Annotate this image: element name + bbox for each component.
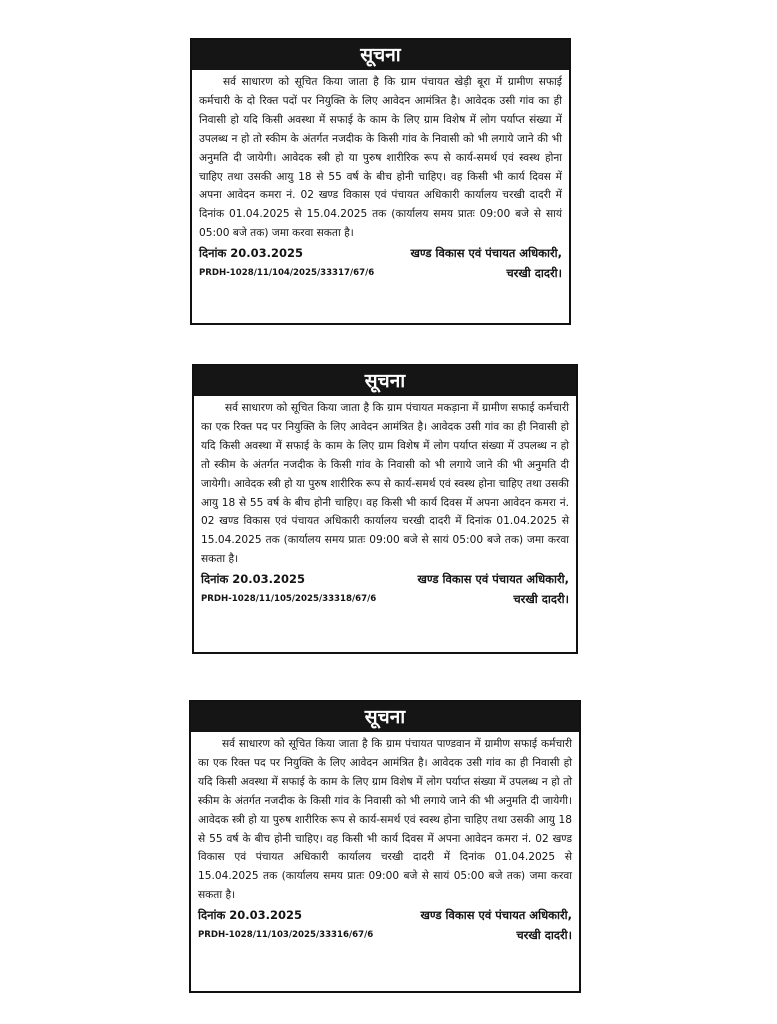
notice-place: चरखी दादरी। — [516, 928, 572, 943]
notice-officer: खण्ड विकास एवं पंचायत अधिकारी, — [410, 246, 562, 261]
notice-1 — [190, 38, 571, 325]
notice-place: चरखी दादरी। — [506, 266, 562, 281]
notice-title: सूचना — [191, 702, 579, 732]
notice-footer-row — [192, 243, 569, 263]
notice-ref-row — [194, 589, 576, 609]
notice-footer-row — [194, 569, 576, 589]
notice-date: दिनांक 20.03.2025 — [201, 572, 306, 587]
notice-ref-number: PRDH-1028/11/104/2025/33317/67/6 — [199, 268, 375, 279]
notice-officer: खण्ड विकास एवं पंचायत अधिकारी, — [417, 572, 569, 587]
notice-title: सूचना — [192, 40, 569, 70]
notice-ref-row — [191, 925, 579, 945]
notice-place: चरखी दादरी। — [513, 592, 569, 607]
notice-body: सर्व साधारण को सूचित किया जाता है कि ग्राम पंचायत मकड़ाना में ग्रामीण सफाई कर्मचारी का एक रिक्त पद पर नियुक्ति के लिए आवेदन आमंत्रित है। आवेदक उसी गांव का ही निवासी हो यदि किसी अवस्था में सफाई के काम के लिए ग्राम विशेष में लोग पर्याप्त संख्या में उपलब्ध न हो तो स्कीम के अंतर्गत नजदीक के किसी गांव के निवासी को भी लगाये जाने की भी अनुमति दी जायेगी। आवेदक स्त्री हो या पुरुष शारीरिक रूप से कार्य-समर्थ एवं स्वस्थ होना चाहिए तथा उसकी आयु 18 से 55 वर्ष के बीच होनी चाहिए। वह किसी भी कार्य दिवस में अपना आवेदन कमरा नं. 02 खण्ड विकास एवं पंचायत अधिकारी कार्यालय चरखी दादरी में दिनांक 01.04.2025 से 15.04.2025 तक (कार्यालय समय प्रातः 09:00 बजे से सायं 05:00 बजे तक) जमा करवा सकता है। — [201, 402, 569, 566]
notice-title: सूचना — [194, 366, 576, 396]
notice-ref-number: PRDH-1028/11/103/2025/33316/67/6 — [198, 930, 374, 941]
notice-body: सर्व साधारण को सूचित किया जाता है कि ग्राम पंचायत पाण्डवान में ग्रामीण सफाई कर्मचारी का एक रिक्त पद पर नियुक्ति के लिए आवेदन आमंत्रित है। आवेदक उसी गांव का ही निवासी हो यदि किसी अवस्था में सफाई के काम के लिए ग्राम विशेष में लोग पर्याप्त संख्या में उपलब्ध न हो तो स्कीम के अंतर्गत नजदीक के किसी गांव के निवासी को भी लगाये जाने की भी अनुमति दी जायेगी। आवेदक स्त्री हो या पुरुष शारीरिक रूप से कार्य-समर्थ एवं स्वस्थ होना चाहिए तथा उसकी आयु 18 से 55 वर्ष के बीच होनी चाहिए। वह किसी भी कार्य दिवस में अपना आवेदन कमरा नं. 02 खण्ड विकास एवं पंचायत अधिकारी कार्यालय चरखी दादरी में दिनांक 01.04.2025 से 15.04.2025 तक (कार्यालय समय प्रातः 09:00 बजे से सायं 05:00 बजे तक) जमा करवा सकता है। — [198, 738, 572, 902]
notice-footer-row — [191, 905, 579, 925]
notice-body: सर्व साधारण को सूचित किया जाता है कि ग्राम पंचायत खेड़ी बूरा में ग्रामीण सफाई कर्मचारी के दो रिक्त पदों पर नियुक्ति के लिए आवेदन आमंत्रित है। आवेदक उसी गांव का ही निवासी हो यदि किसी अवस्था में सफाई के काम के लिए ग्राम विशेष में लोग पर्याप्त संख्या में उपलब्ध न हो तो स्कीम के अंतर्गत नजदीक के किसी गांव के निवासी को भी लगाये जाने की भी अनुमति दी जायेगी। आवेदक स्त्री हो या पुरुष शारीरिक रूप से कार्य-समर्थ एवं स्वस्थ होना चाहिए तथा उसकी आयु 18 से 55 वर्ष के बीच होनी चाहिए। वह किसी भी कार्य दिवस में अपना आवेदन कमरा नं. 02 खण्ड विकास एवं पंचायत अधिकारी कार्यालय चरखी दादरी में दिनांक 01.04.2025 से 15.04.2025 तक (कार्यालय समय प्रातः 09:00 बजे से सायं 05:00 बजे तक) जमा करवा सकता है। — [199, 76, 562, 240]
notice-ref-row — [192, 263, 569, 283]
notice-date: दिनांक 20.03.2025 — [199, 246, 304, 261]
notice-3 — [189, 700, 581, 993]
notice-date: दिनांक 20.03.2025 — [198, 908, 303, 923]
notice-officer: खण्ड विकास एवं पंचायत अधिकारी, — [420, 908, 572, 923]
notice-2 — [192, 364, 578, 654]
notice-ref-number: PRDH-1028/11/105/2025/33318/67/6 — [201, 594, 377, 605]
